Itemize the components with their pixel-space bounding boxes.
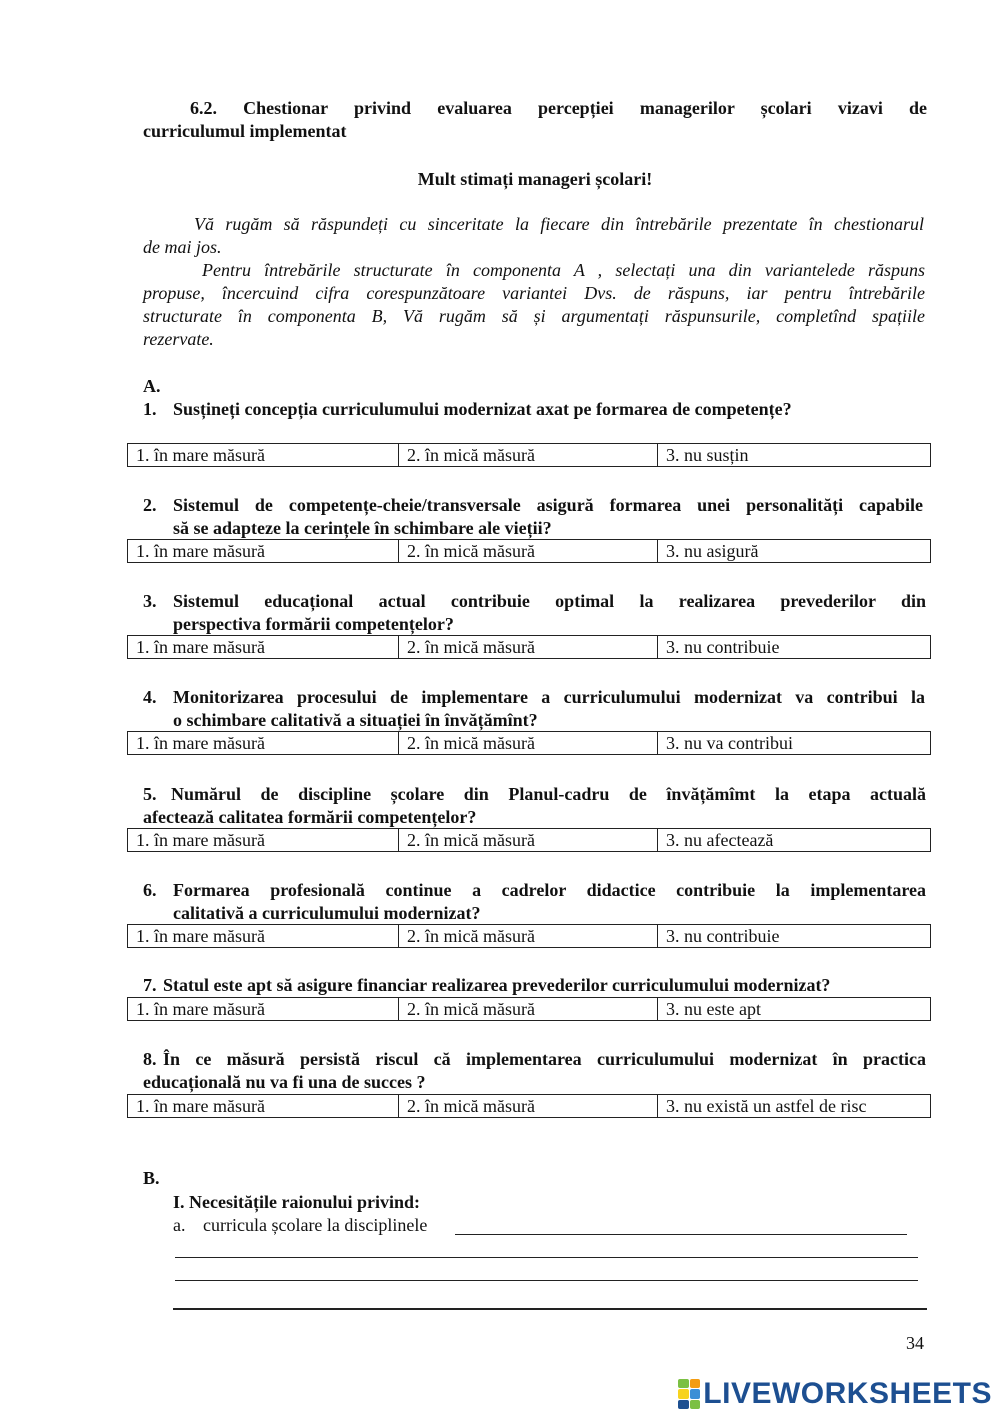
answer-option[interactable]: 3. nu este apt	[658, 998, 931, 1021]
answer-option[interactable]: 1. în mare măsură	[128, 444, 399, 467]
answer-option[interactable]: 3. nu contribuie	[658, 636, 931, 659]
answer-option[interactable]: 3. nu asigură	[658, 540, 931, 563]
page-number: 34	[906, 1333, 924, 1353]
answer-option[interactable]: 2. în mică măsură	[399, 444, 658, 467]
liveworksheets-wordmark: LIVEWORKSHEETS	[703, 1377, 992, 1410]
question-text: Numărul de discipline școlare din Planul-cadru de învățămîmt la etapa actuală	[171, 784, 926, 804]
answer-option[interactable]: 1. în mare măsură	[128, 636, 399, 659]
section-b-label: B.	[143, 1168, 160, 1188]
greeting: Mult stimați manageri școlari!	[417, 169, 653, 189]
answer-line[interactable]	[455, 1234, 907, 1235]
question-text: În ce măsură persistă riscul că implementarea curriculumului modernizat în practica	[163, 1049, 926, 1069]
question-number: 6.	[143, 880, 157, 900]
question-text-cont: calitativă a curriculumului modernizat?	[173, 903, 481, 923]
answer-option[interactable]: 2. în mică măsură	[399, 925, 658, 948]
answer-option[interactable]: 2. în mică măsură	[399, 636, 658, 659]
question-number: 4.	[143, 687, 157, 707]
question-text: Statul este apt să asigure financiar realizarea prevederilor curriculumului modernizat?	[163, 975, 831, 995]
answer-option[interactable]: 3. nu există un astfel de risc	[658, 1095, 931, 1118]
section-title-line1: 6.2. Chestionar privind evaluarea percepției managerilor școlari vizavi de	[190, 98, 927, 118]
question-number: 3.	[143, 591, 157, 611]
answer-option[interactable]: 1. în mare măsură	[128, 829, 399, 852]
question-text: Sistemul de competențe-cheie/transversale asigură formarea unei personalități capabile	[173, 495, 923, 515]
answer-line[interactable]	[175, 1280, 918, 1281]
question-number: 2.	[143, 495, 157, 515]
answer-table-q3	[127, 635, 931, 659]
intro-p2-line4: rezervate.	[143, 329, 214, 349]
question-text-cont: să se adapteze la cerințele în schimbare ale vieții?	[173, 518, 552, 538]
answer-option[interactable]: 1. în mare măsură	[128, 998, 399, 1021]
answer-option[interactable]: 2. în mică măsură	[399, 998, 658, 1021]
question-number: 5.	[143, 784, 157, 804]
question-text: Susțineți concepția curriculumului modernizat axat pe formarea de competențe?	[173, 399, 792, 419]
answer-option[interactable]: 1. în mare măsură	[128, 1095, 399, 1118]
intro-p2-line3: structurate în componenta B, Vă rugăm să și argumentați răspunsurile, completînd spațiile	[143, 306, 925, 326]
question-text-cont: educațională nu va fi una de succes ?	[143, 1072, 426, 1092]
answer-option[interactable]: 2. în mică măsură	[399, 732, 658, 755]
intro-p1-line2: de mai jos.	[143, 237, 222, 257]
question-text-cont: o schimbare calitativă a situației în învățămînt?	[173, 710, 538, 730]
answer-option[interactable]: 1. în mare măsură	[128, 732, 399, 755]
question-number: 8.	[143, 1049, 157, 1069]
question-text: Formarea profesională continue a cadrelor didactice contribuie la implementarea	[173, 880, 926, 900]
question-text-cont: afectează calitatea formării competențelor?	[143, 807, 477, 827]
liveworksheets-icon	[678, 1379, 700, 1409]
question-number: 1.	[143, 399, 157, 419]
answer-line[interactable]	[173, 1308, 927, 1310]
section-b-heading: I. Necesitățile raionului privind:	[173, 1192, 420, 1212]
item-a-text: curricula școlare la disciplinele	[203, 1215, 428, 1235]
question-number: 7.	[143, 975, 157, 995]
item-a-marker: a.	[173, 1215, 186, 1235]
answer-option[interactable]: 2. în mică măsură	[399, 829, 658, 852]
question-text: Sistemul educațional actual contribuie optimal la realizarea prevederilor din	[173, 591, 926, 611]
answer-option[interactable]: 2. în mică măsură	[399, 1095, 658, 1118]
answer-line[interactable]	[175, 1257, 918, 1258]
answer-option[interactable]: 3. nu afectează	[658, 829, 931, 852]
answer-table-q6	[127, 924, 931, 948]
section-title-line2: curriculumul implementat	[143, 121, 347, 141]
answer-table-q2	[127, 539, 931, 563]
intro-p2-line2: propuse, încercuind cifra corespunzătoare variantei Dvs. de răspuns, iar pentru întrebările	[143, 283, 925, 303]
answer-table-q5	[127, 828, 931, 852]
answer-table-q4	[127, 731, 931, 755]
answer-table-q7	[127, 997, 931, 1021]
answer-option[interactable]: 2. în mică măsură	[399, 540, 658, 563]
section-a-label: A.	[143, 376, 161, 396]
answer-option[interactable]: 3. nu contribuie	[658, 925, 931, 948]
answer-option[interactable]: 1. în mare măsură	[128, 925, 399, 948]
question-text: Monitorizarea procesului de implementare a curriculumului modernizat va contribui la	[173, 687, 925, 707]
answer-table-q1	[127, 443, 931, 467]
answer-option[interactable]: 3. nu va contribui	[658, 732, 931, 755]
answer-option[interactable]: 1. în mare măsură	[128, 540, 399, 563]
answer-table-q8	[127, 1094, 931, 1118]
liveworksheets-logo	[678, 1377, 992, 1411]
intro-p1-line1: Vă rugăm să răspundeți cu sinceritate la fiecare din întrebările prezentate în chestionarul	[194, 214, 924, 234]
question-text-cont: perspectiva formării competențelor?	[173, 614, 454, 634]
answer-option[interactable]: 3. nu susțin	[658, 444, 931, 467]
intro-p2-line1: Pentru întrebările structurate în componenta A , selectați una din variantelede răspuns	[202, 260, 925, 280]
